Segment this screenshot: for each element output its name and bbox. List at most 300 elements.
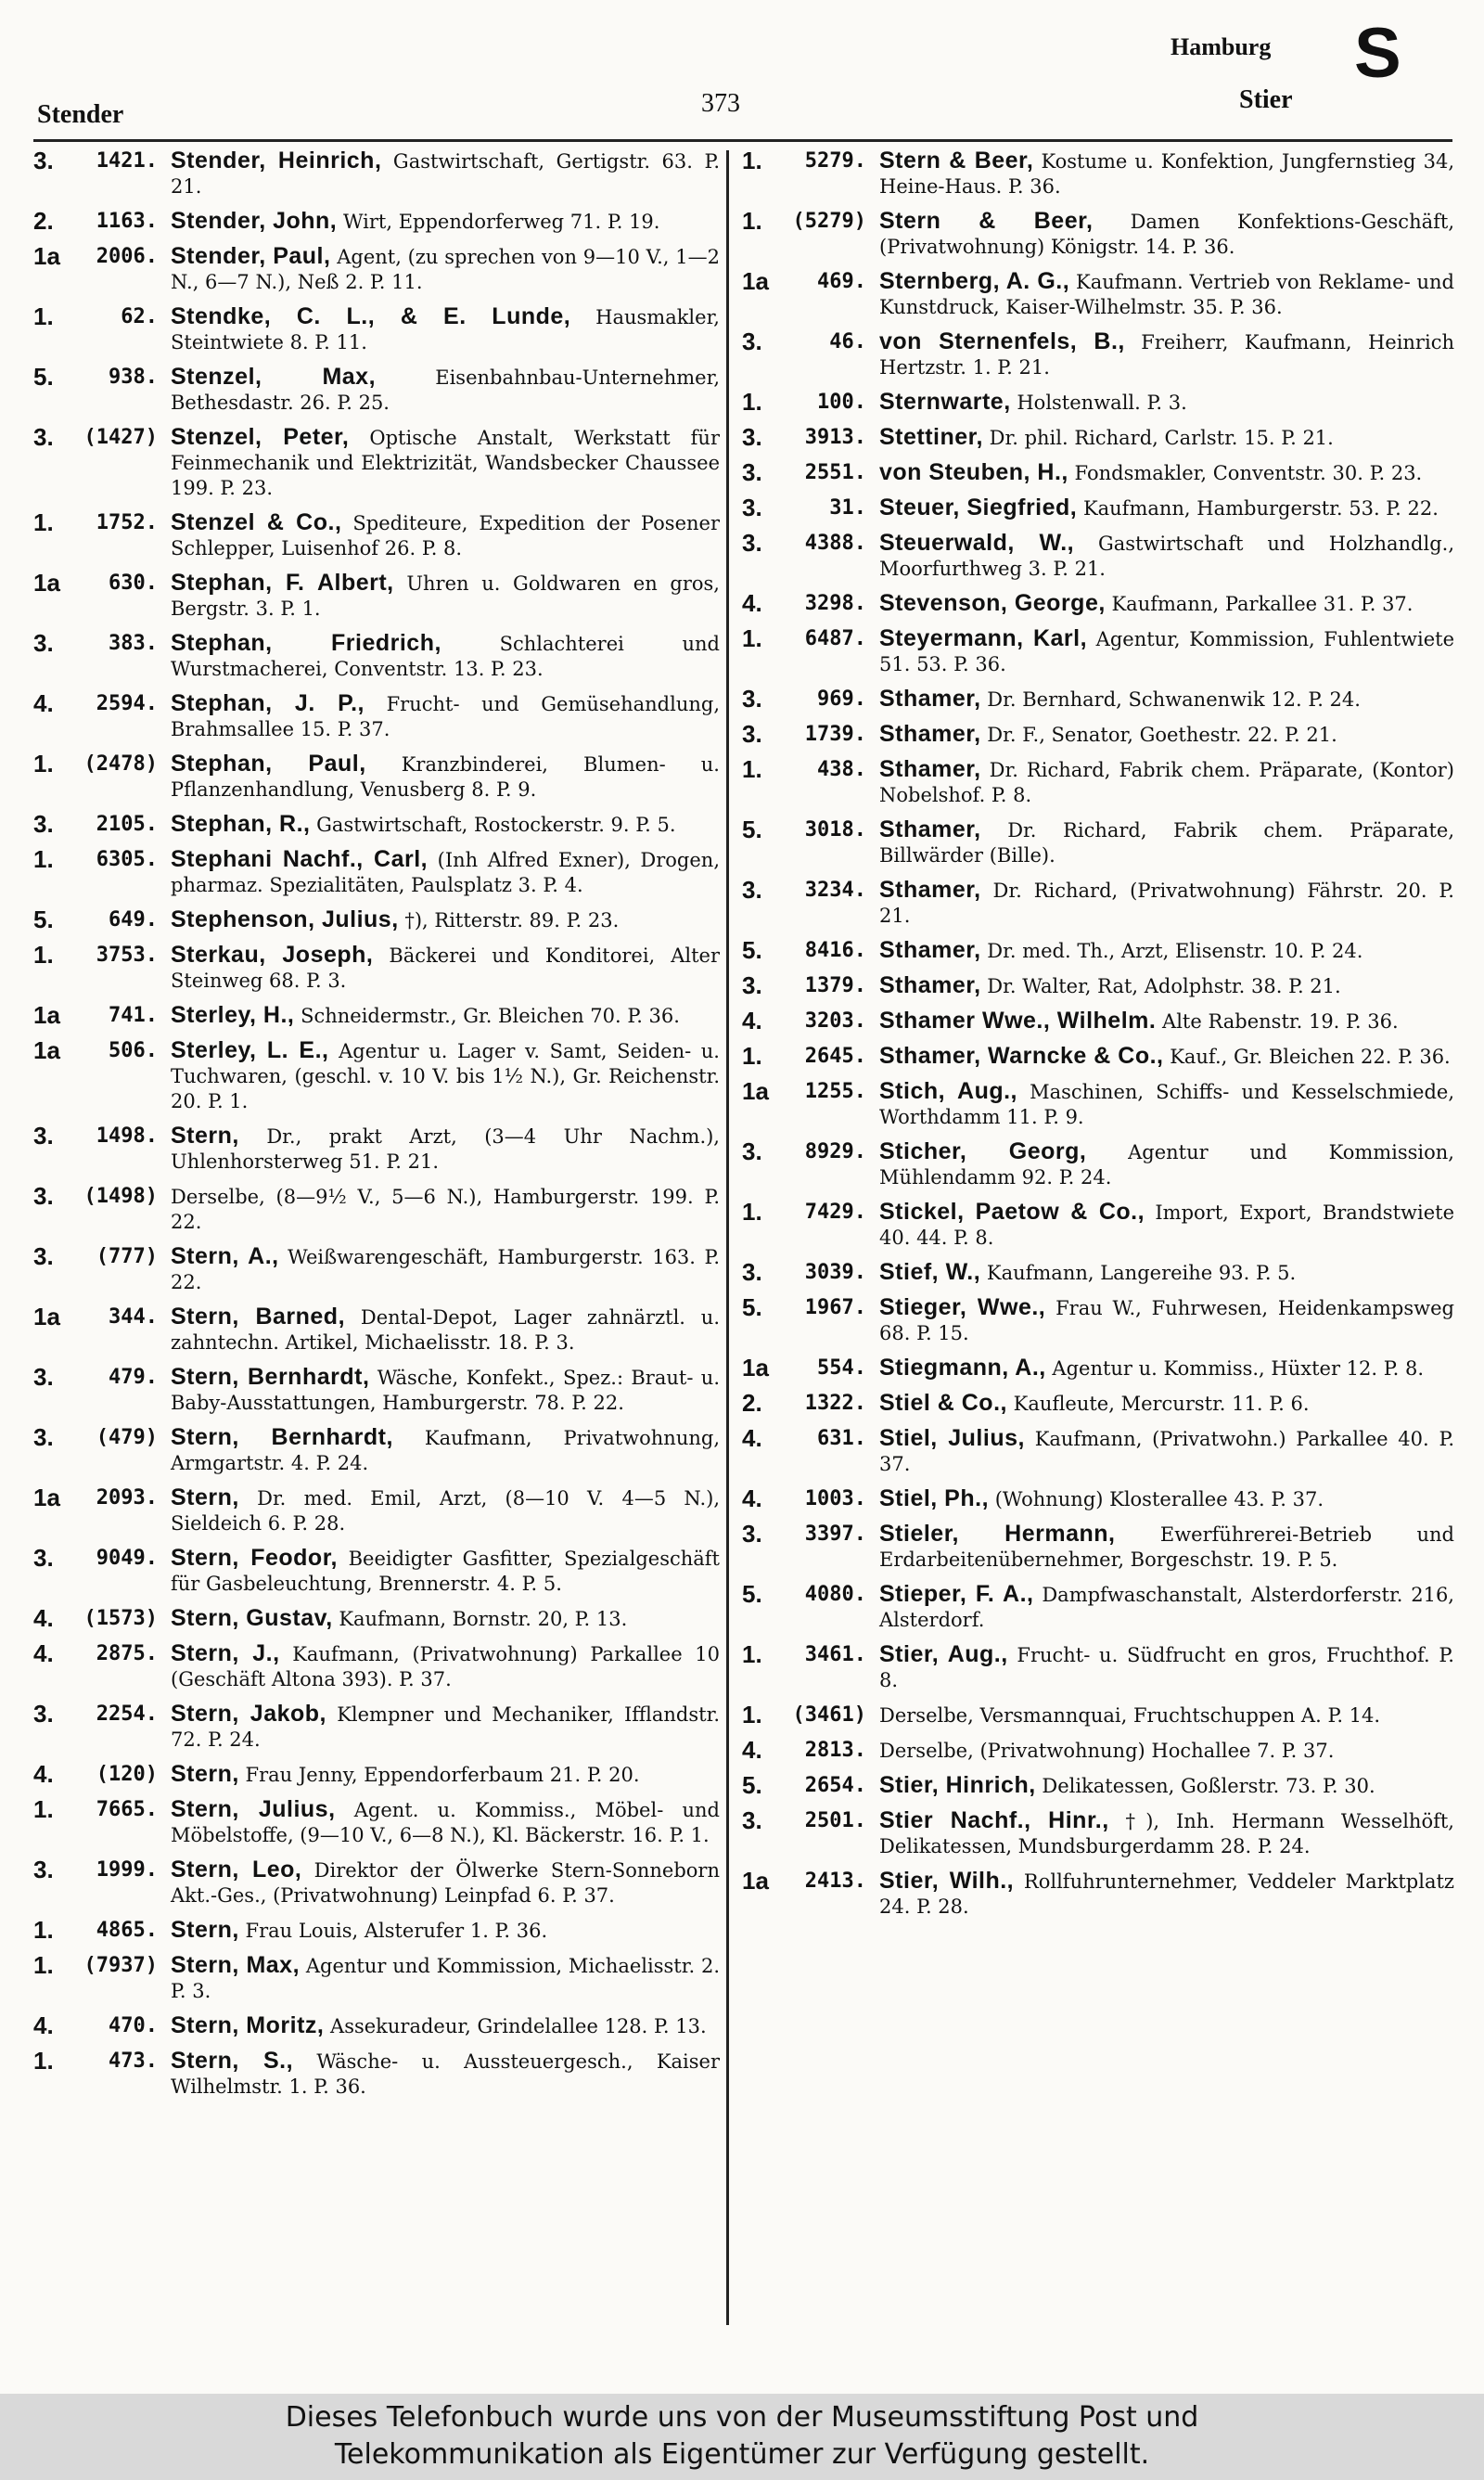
subscriber-details: Alte Rabenstr. 19. P. 36. <box>1162 1010 1399 1033</box>
entry-text <box>171 1762 720 1788</box>
entry-text <box>879 1486 1454 1512</box>
exchange-zone: 3. <box>33 1544 54 1572</box>
subscriber-name: Stendke, C. L., & E. Lunde, <box>171 303 571 329</box>
exchange-zone: 3. <box>742 1137 762 1165</box>
phone-number: 1421. <box>96 149 158 173</box>
directory-entry <box>742 1200 1454 1251</box>
directory-entry <box>33 943 720 994</box>
exchange-zone: 3. <box>33 1856 54 1883</box>
directory-entry <box>742 591 1454 617</box>
directory-entry <box>742 722 1454 748</box>
directory-entry <box>33 1485 720 1536</box>
directory-entry <box>742 1808 1454 1859</box>
phone-number: (479) <box>96 1426 158 1449</box>
subscriber-name: von Sternenfels, B., <box>879 328 1125 354</box>
subscriber-details: Import, Export, Brandstwiete 40. 44. P. 8. <box>879 1201 1454 1249</box>
exchange-zone: 4. <box>742 1007 762 1034</box>
exchange-zone: 1. <box>33 845 54 873</box>
phone-number: 2006. <box>96 245 158 268</box>
subscriber-name: Stern, Jakob, <box>171 1701 327 1727</box>
section-letter: S <box>1354 14 1401 93</box>
entry-text <box>879 390 1454 416</box>
directory-entry <box>742 1044 1454 1070</box>
entry-text <box>879 878 1454 929</box>
subscriber-details: Kaufmann, (Privatwohnung) Parkallee 10 (Geschäft Altona 393). P. 37. <box>171 1643 720 1690</box>
phone-number: 46. <box>829 330 866 353</box>
subscriber-name: Stieger, Wwe., <box>879 1294 1046 1320</box>
phone-number: 2093. <box>96 1486 158 1510</box>
exchange-zone: 1. <box>33 2047 54 2075</box>
entry-text <box>879 1139 1454 1190</box>
subscriber-details: Bäckerei und Konditorei, Alter Steinweg 68. P. 3. <box>171 944 720 992</box>
entry-text <box>879 1260 1454 1286</box>
subscriber-details: Schlachterei und Wurstmacherei, Conventstr. 13. P. 23. <box>171 633 720 680</box>
entry-text <box>879 973 1454 999</box>
entry-text <box>171 1425 720 1476</box>
exchange-zone: 5. <box>742 1580 762 1608</box>
phone-number: 2645. <box>804 1045 866 1068</box>
subscriber-details: Damen Konfektions-Geschäft, (Privatwohnung) Königstr. 14. P. 36. <box>879 211 1454 258</box>
subscriber-details: Direktor der Ölwerke Stern-Sonneborn Akt.-Ges., (Privatwohnung) Leinpfad 6. P. 37. <box>171 1859 720 1907</box>
footer-line-2: Telekommunikation als Eigentümer zur Verfügung gestellt. <box>334 2438 1150 2471</box>
subscriber-details: Dental-Depot, Lager zahnärztl. u. zahntechn. Artikel, Michaelisstr. 18. P. 3. <box>171 1306 720 1354</box>
subscriber-name: Stern, Barned, <box>171 1304 346 1330</box>
entry-text <box>171 1244 720 1295</box>
exchange-zone: 1. <box>33 302 54 330</box>
directory-entry <box>33 148 720 199</box>
exchange-zone: 1. <box>742 1701 762 1728</box>
subscriber-details: Gastwirtschaft und Holzhandlg., Moorfurthweg 3. P. 21. <box>879 533 1454 580</box>
phone-number: 7429. <box>804 1201 866 1224</box>
entry-text <box>171 631 720 682</box>
entry-text <box>879 591 1454 617</box>
subscriber-name: Stern & Beer, <box>879 148 1034 173</box>
entry-text <box>171 1184 720 1235</box>
exchange-zone: 3. <box>33 148 54 174</box>
subscriber-name: Stern, S., <box>171 2048 294 2074</box>
subscriber-name: Stephan, F. Albert, <box>171 570 394 596</box>
column-divider <box>726 150 729 2325</box>
exchange-zone: 3. <box>742 685 762 713</box>
phone-number: 506. <box>109 1039 158 1062</box>
subscriber-details: Spediteure, Expedition der Posener Schlepper, Luisenhof 26. P. 8. <box>171 512 720 559</box>
directory-entry <box>33 1184 720 1235</box>
phone-number: 3039. <box>804 1261 866 1284</box>
entry-text <box>171 1124 720 1175</box>
exchange-zone: 4. <box>33 689 54 717</box>
exchange-zone: 1a <box>742 1077 769 1105</box>
phone-number: 2254. <box>96 1703 158 1726</box>
phone-number: 1498. <box>96 1124 158 1148</box>
subscriber-name: Stiel, Ph., <box>879 1485 990 1511</box>
phone-number: 2875. <box>96 1642 158 1665</box>
subscriber-details: Beeidigter Gasfitter, Spezialgeschäft für Gasbeleuchtung, Brennerstr. 4. P. 5. <box>171 1548 720 1595</box>
subscriber-details: Dr. phil. Richard, Carlstr. 15. P. 21. <box>989 427 1334 449</box>
entry-text <box>171 510 720 561</box>
phone-number: 344. <box>109 1305 158 1329</box>
subscriber-name: Stenzel & Co., <box>171 509 342 535</box>
phone-number: 631. <box>817 1427 866 1450</box>
directory-entry <box>33 1857 720 1908</box>
subscriber-details: Wäsche- u. Aussteuergesch., Kaiser Wilhelmstr. 1. P. 36. <box>171 2050 720 2098</box>
entry-text <box>879 626 1454 677</box>
phone-number: (3461) <box>792 1703 866 1727</box>
directory-entry <box>33 1425 720 1476</box>
exchange-zone: 1a <box>742 1354 769 1381</box>
subscriber-details: Frau Jenny, Eppendorferbaum 21. P. 20. <box>245 1764 640 1786</box>
phone-number: 2654. <box>804 1774 866 1797</box>
entry-text <box>879 938 1454 964</box>
entry-text <box>171 2013 720 2039</box>
directory-entry <box>33 1702 720 1753</box>
exchange-zone: 1a <box>33 1001 60 1029</box>
entry-text <box>171 1857 720 1908</box>
exchange-zone: 1. <box>33 1916 54 1944</box>
exchange-zone: 5. <box>742 936 762 964</box>
directory-entry <box>33 907 720 933</box>
exchange-zone: 3. <box>33 1242 54 1270</box>
subscriber-details: Agent, (zu sprechen von 9—10 V., 1—2 N., 6—7 N.), Neß 2. P. 11. <box>171 246 720 293</box>
subscriber-name: Sthamer, <box>879 972 981 998</box>
subscriber-details: Schneidermstr., Gr. Bleichen 70. P. 36. <box>301 1005 680 1027</box>
entry-text <box>879 495 1454 521</box>
directory-entry <box>33 691 720 742</box>
subscriber-name: Stephan, Friedrich, <box>171 630 441 656</box>
phone-number: 3753. <box>96 944 158 967</box>
subscriber-details: Assekuradeur, Grindelallee 128. P. 13. <box>330 2015 707 2037</box>
exchange-zone: 4. <box>742 589 762 617</box>
exchange-zone: 2. <box>742 1389 762 1417</box>
subscriber-details: Kaufmann, Hamburgerstr. 53. P. 22. <box>1082 497 1439 520</box>
entry-text <box>171 812 720 838</box>
subscriber-details: Frucht- und Gemüsehandlung, Brahmsallee 15. P. 37. <box>171 693 720 740</box>
exchange-zone: 4. <box>33 2011 54 2039</box>
entry-text <box>879 209 1454 260</box>
directory-entry <box>742 878 1454 929</box>
phone-number: 3234. <box>804 879 866 902</box>
subscriber-details: Fondsmakler, Conventstr. 30. P. 23. <box>1074 462 1423 484</box>
subscriber-name: Sternberg, A. G., <box>879 268 1070 294</box>
entry-text <box>171 365 720 416</box>
directory-entry <box>33 812 720 838</box>
phone-number: 4865. <box>96 1919 158 1942</box>
phone-number: 3913. <box>804 426 866 449</box>
subscriber-name: Sthamer, <box>879 877 981 903</box>
phone-number: 31. <box>829 496 866 520</box>
subscriber-name: Steyermann, Karl, <box>879 625 1088 651</box>
subscriber-details: Kaufmann, Bornstr. 20, P. 13. <box>339 1608 628 1630</box>
exchange-zone: 1. <box>742 1640 762 1668</box>
phone-number: 741. <box>109 1004 158 1027</box>
phone-number: 6487. <box>804 627 866 650</box>
entry-text <box>879 1356 1454 1381</box>
directory-entry <box>33 1038 720 1114</box>
directory-entry <box>742 269 1454 320</box>
entry-text <box>171 1003 720 1029</box>
entry-text <box>879 722 1454 748</box>
entry-text <box>879 817 1454 868</box>
exchange-zone: 3. <box>33 1122 54 1150</box>
subscriber-name: Stern, <box>171 1123 239 1149</box>
subscriber-details: Derselbe, Versmannquai, Fruchtschuppen A. P. 14. <box>879 1704 1381 1727</box>
subscriber-details: Dr. med. Emil, Arzt, (8—10 V. 4—5 N.), Sieldeich 6. P. 28. <box>171 1487 720 1535</box>
exchange-zone: 5. <box>33 906 54 933</box>
directory-entry <box>33 1365 720 1416</box>
entry-text <box>171 1546 720 1597</box>
directory-entry <box>33 510 720 561</box>
entry-text <box>171 1702 720 1753</box>
subscriber-name: Stenzel, Max, <box>171 364 377 390</box>
phone-number: 6305. <box>96 848 158 871</box>
subscriber-name: Stender, Paul, <box>171 243 331 269</box>
subscriber-name: Steuerwald, W., <box>879 530 1075 556</box>
exchange-zone: 3. <box>33 1700 54 1728</box>
phone-number: 938. <box>109 366 158 389</box>
exchange-zone: 5. <box>742 816 762 843</box>
directory-entry <box>742 531 1454 582</box>
directory-entry <box>33 304 720 355</box>
entry-text <box>879 1079 1454 1130</box>
exchange-zone: 3. <box>742 971 762 999</box>
subscriber-name: Stephan, J. P., <box>171 690 365 716</box>
directory-entry <box>33 244 720 295</box>
entry-text <box>879 1582 1454 1633</box>
exchange-zone: 5. <box>33 363 54 391</box>
entry-text <box>171 304 720 355</box>
subscriber-details: Optische Anstalt, Werkstatt für Feinmechanik und Elektrizität, Wandsbecker Chaussee 199. P. 23. <box>171 427 720 499</box>
subscriber-name: Sterkau, Joseph, <box>171 942 374 968</box>
subscriber-details: Frau W., Fuhrwesen, Heidenkampsweg 68. P. 15. <box>879 1297 1454 1344</box>
phone-number: 4080. <box>804 1583 866 1606</box>
entry-text <box>879 1295 1454 1346</box>
directory-entry <box>33 1546 720 1597</box>
entry-text <box>879 1391 1454 1417</box>
directory-entry <box>742 1356 1454 1381</box>
subscriber-details: Kranzbinderei, Blumen- u. Pflanzenhandlung, Venusberg 8. P. 9. <box>171 753 720 801</box>
exchange-zone: 3. <box>742 423 762 451</box>
subscriber-details: Ewerführerei-Betrieb und Erdarbeitenübernehmer, Borgeschstr. 19. P. 5. <box>879 1523 1454 1571</box>
exchange-zone: 1a <box>33 569 60 597</box>
directory-entry <box>33 1953 720 2004</box>
subscriber-name: Stier, Wilh., <box>879 1868 1015 1894</box>
subscriber-name: Stiel & Co., <box>879 1390 1007 1416</box>
subscriber-name: Stern, <box>171 1917 239 1943</box>
exchange-zone: 3. <box>742 328 762 355</box>
exchange-zone: 1. <box>742 755 762 783</box>
directory-entry <box>742 148 1454 199</box>
subscriber-details: Derselbe, (8—9½ V., 5—6 N.), Hamburgerstr. 199. P. 22. <box>171 1186 720 1233</box>
directory-entry <box>742 1426 1454 1477</box>
subscriber-details: Kaufmann. Vertrieb von Reklame- und Kunstdruck, Kaiser-Wilhelmstr. 35. P. 36. <box>879 271 1454 318</box>
subscriber-details: Kaufmann, Langereihe 93. P. 5. <box>986 1262 1297 1284</box>
exchange-zone: 3. <box>742 458 762 486</box>
exchange-zone: 3. <box>33 1363 54 1391</box>
subscriber-details: Dr. med. Th., Arzt, Elisenstr. 10. P. 24. <box>987 940 1363 962</box>
phone-number: 1752. <box>96 511 158 534</box>
subscriber-name: Stern, <box>171 1761 239 1787</box>
directory-entry <box>742 1079 1454 1130</box>
exchange-zone: 3. <box>742 720 762 748</box>
phone-number: 8929. <box>804 1140 866 1163</box>
exchange-zone: 1. <box>742 148 762 174</box>
subscriber-name: Stenzel, Peter, <box>171 424 350 450</box>
entry-text <box>171 907 720 933</box>
directory-entry <box>742 209 1454 260</box>
exchange-zone: 3. <box>33 423 54 451</box>
exchange-zone: 1a <box>33 1484 60 1511</box>
entry-text <box>879 1738 1454 1764</box>
entry-text <box>879 1009 1454 1034</box>
phone-number: 1967. <box>804 1296 866 1319</box>
directory-entry <box>33 1124 720 1175</box>
subscriber-name: Stender, Heinrich, <box>171 148 382 173</box>
subscriber-details: Derselbe, (Privatwohnung) Hochallee 7. P. 37. <box>879 1740 1335 1762</box>
phone-number: 2813. <box>804 1739 866 1762</box>
subscriber-name: Stern, Feodor, <box>171 1545 338 1571</box>
exchange-zone: 3. <box>742 494 762 521</box>
entry-text <box>171 1485 720 1536</box>
entry-text <box>171 571 720 622</box>
exchange-zone: 1. <box>33 1795 54 1823</box>
entry-text <box>171 209 720 235</box>
subscriber-details: Dr. Richard, Fabrik chem. Präparate, Billwärder (Bille). <box>879 819 1454 867</box>
subscriber-details: Dr. F., Senator, Goethestr. 22. P. 21. <box>987 724 1337 746</box>
subscriber-details: Eisenbahnbau-Unternehmer, Bethesdastr. 26. P. 25. <box>171 366 720 414</box>
subscriber-details: Wirt, Eppendorferweg 71. P. 19. <box>342 211 660 233</box>
phone-number: (1427) <box>83 426 158 449</box>
city-header: Hamburg <box>1171 33 1272 60</box>
subscriber-details: Agentur und Kommission, Michaelisstr. 2. P. 3. <box>171 1955 720 2002</box>
directory-entry <box>742 687 1454 713</box>
entry-text <box>879 757 1454 808</box>
subscriber-details: (Inh Alfred Exner), Drogen, pharmaz. Spezialitäten, Paulsplatz 3. P. 4. <box>171 849 720 896</box>
exchange-zone: 4. <box>742 1424 762 1452</box>
directory-entry <box>742 390 1454 416</box>
subscriber-name: Stier, Hinrich, <box>879 1772 1036 1798</box>
left-keyword: Stender <box>37 100 124 129</box>
phone-number: 554. <box>817 1356 866 1380</box>
subscriber-name: Stickel, Paetow & Co., <box>879 1199 1145 1225</box>
exchange-zone: 3. <box>33 1423 54 1451</box>
entry-text <box>171 943 720 994</box>
phone-number: 9049. <box>96 1547 158 1570</box>
exchange-zone: 5. <box>742 1293 762 1321</box>
subscriber-name: Stern, Julius, <box>171 1796 336 1822</box>
directory-entry <box>33 1304 720 1356</box>
exchange-zone: 1. <box>33 941 54 969</box>
phone-number: 2501. <box>804 1809 866 1832</box>
subscriber-details: Holstenwall. P. 3. <box>1017 392 1187 414</box>
phone-number: 2105. <box>96 813 158 836</box>
subscriber-name: Stieler, Hermann, <box>879 1521 1116 1547</box>
subscriber-name: Stief, W., <box>879 1259 981 1285</box>
phone-number: 3203. <box>804 1009 866 1033</box>
subscriber-details: Gastwirtschaft, Gertigstr. 63. P. 21. <box>171 150 720 198</box>
phone-number: 473. <box>109 2050 158 2073</box>
subscriber-details: Agentur, Kommission, Fuhlentwiete 51. 53. P. 36. <box>879 628 1454 675</box>
entry-text <box>879 1869 1454 1920</box>
exchange-zone: 2. <box>33 207 54 235</box>
phone-number: 62. <box>121 305 158 328</box>
subscriber-name: Sterley, L. E., <box>171 1037 329 1063</box>
subscriber-details: Frucht- u. Südfrucht en gros, Fruchthof. P. 8. <box>879 1644 1454 1691</box>
subscriber-name: Stern, Max, <box>171 1952 301 1978</box>
subscriber-details: Kaufmann, Privatwohnung, Armgartstr. 4. P. 24. <box>171 1427 720 1474</box>
phone-number: (777) <box>96 1245 158 1268</box>
subscriber-name: Stier, Aug., <box>879 1641 1008 1667</box>
exchange-zone: 3. <box>742 1806 762 1834</box>
directory-entry <box>33 631 720 682</box>
entry-text <box>879 1703 1454 1728</box>
phone-number: (2478) <box>83 752 158 776</box>
subscriber-name: Steuer, Siegfried, <box>879 495 1078 520</box>
phone-number: 3018. <box>804 818 866 842</box>
phone-number: 1003. <box>804 1487 866 1510</box>
subscriber-name: Stern, Bernhardt, <box>171 1424 393 1450</box>
directory-entry <box>742 1642 1454 1693</box>
directory-entry <box>742 1391 1454 1417</box>
subscriber-name: Stettiner, <box>879 424 983 450</box>
entry-text <box>879 269 1454 320</box>
entry-text <box>879 1642 1454 1693</box>
exchange-zone: 1. <box>742 624 762 652</box>
phone-number: (120) <box>96 1763 158 1786</box>
subscriber-details: Weißwarengeschäft, Hamburgerstr. 163. P. 22. <box>171 1246 720 1293</box>
phone-number: 1163. <box>96 210 158 233</box>
entry-text <box>879 425 1454 451</box>
directory-entry <box>742 1582 1454 1633</box>
phone-number: 383. <box>109 632 158 655</box>
directory-entry <box>33 2013 720 2039</box>
directory-entry <box>742 1260 1454 1286</box>
subscriber-name: Stiel, Julius, <box>879 1425 1025 1451</box>
subscriber-name: Sticher, Georg, <box>879 1138 1087 1164</box>
exchange-zone: 4. <box>742 1736 762 1764</box>
directory-entry <box>33 1641 720 1692</box>
subscriber-name: Stevenson, George, <box>879 590 1106 616</box>
directory-entry <box>33 752 720 803</box>
phone-number: 1739. <box>804 723 866 746</box>
directory-entry <box>33 847 720 898</box>
subscriber-details: Kaufmann, Parkallee 31. P. 37. <box>1111 593 1414 615</box>
subscriber-name: Stern, Bernhardt, <box>171 1364 370 1390</box>
subscriber-name: Stern, Moritz, <box>171 2012 325 2038</box>
directory-entry <box>742 626 1454 677</box>
subscriber-name: Stieper, F. A., <box>879 1581 1034 1607</box>
subscriber-name: Stiegmann, A., <box>879 1355 1046 1381</box>
subscriber-name: Sterley, H., <box>171 1002 295 1028</box>
exchange-zone: 1a <box>33 242 60 270</box>
exchange-zone: 3. <box>742 1258 762 1286</box>
entry-text <box>171 752 720 803</box>
directory-entry <box>33 1918 720 1944</box>
entry-text <box>171 1797 720 1848</box>
subscriber-name: Stern, <box>171 1484 239 1510</box>
phone-number: 2594. <box>96 692 158 715</box>
subscriber-details: Agent. u. Kommiss., Möbel- und Möbelstoffe, (9—10 V., 6—8 N.), Kl. Bäckerstr. 16. P. 1. <box>171 1799 720 1846</box>
exchange-zone: 4. <box>33 1760 54 1788</box>
directory-entry <box>742 938 1454 964</box>
entry-text <box>171 425 720 501</box>
directory-entry <box>33 209 720 235</box>
exchange-zone: 1a <box>742 267 769 295</box>
subscriber-name: Sthamer, Warncke & Co., <box>879 1043 1164 1069</box>
subscriber-name: Stern, J., <box>171 1640 280 1666</box>
subscriber-name: Stephan, Paul, <box>171 751 366 777</box>
directory-entry <box>742 817 1454 868</box>
phone-number: 1322. <box>804 1392 866 1415</box>
entry-text <box>171 1641 720 1692</box>
